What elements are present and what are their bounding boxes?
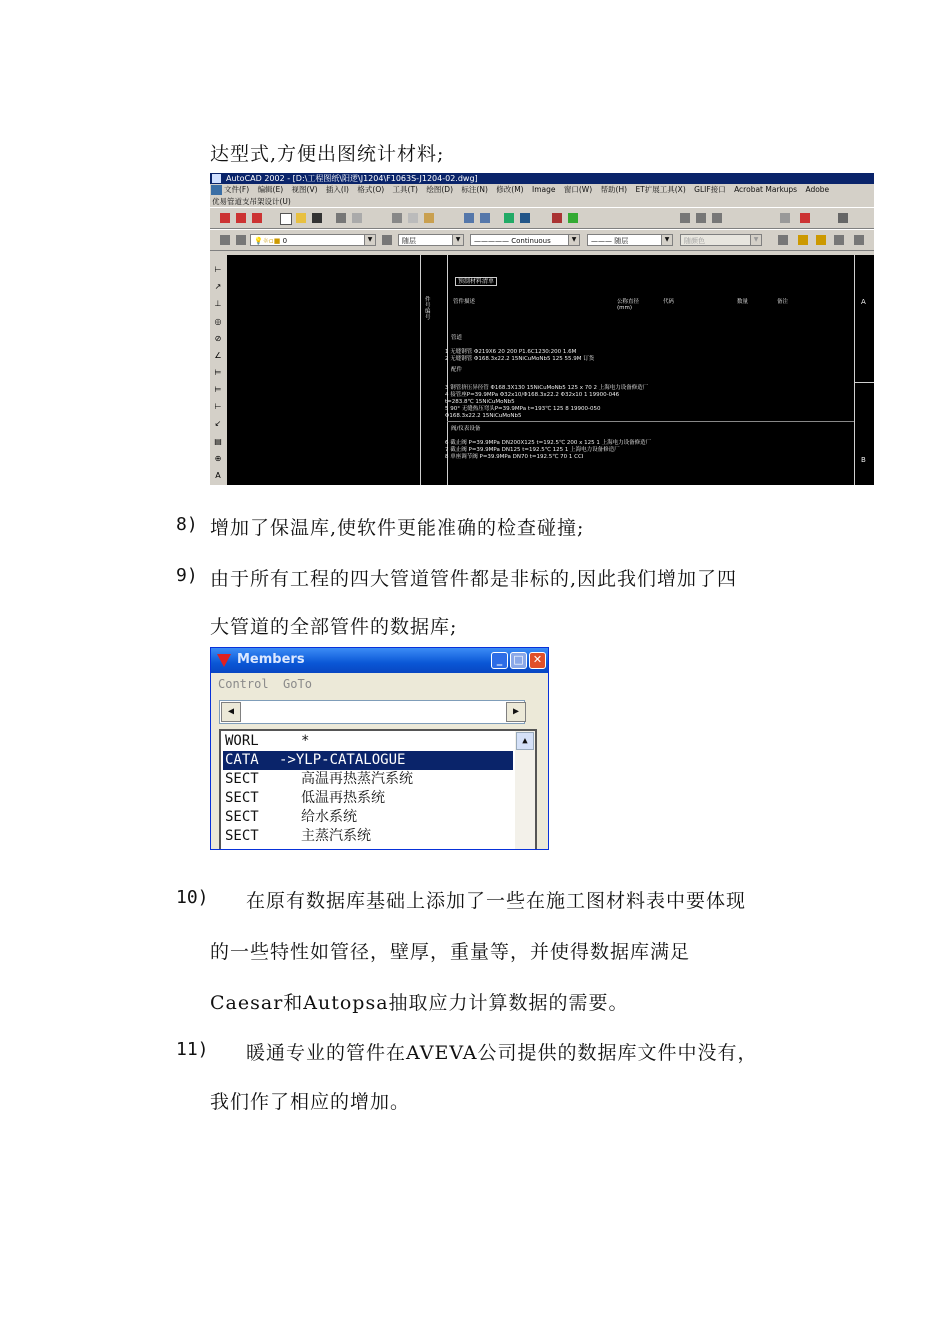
pdf-icon[interactable] <box>220 213 230 223</box>
autocad-app-icon <box>212 174 221 183</box>
section-valves: 阀/仪表设备 <box>451 426 481 432</box>
frame-marker-a: A <box>861 298 866 306</box>
autocad-title: AutoCAD 2002 - [D:\工程图纸\阳逻\J1204\F1063S-J1204-02.dwg] <box>226 174 478 183</box>
layer-dropdown[interactable] <box>250 234 376 246</box>
item9-text-cont: 大管道的全部管件的数据库; <box>210 616 458 638</box>
item11-text-cont: 我们作了相应的增加。 <box>210 1091 411 1113</box>
members-title: Members <box>237 652 305 667</box>
section-pipe: 管道 <box>451 335 463 341</box>
lineweight-dropdown[interactable] <box>587 234 673 246</box>
item9-text: 由于所有工程的四大管道管件都是非标的,因此我们增加了四 <box>210 568 738 590</box>
scroll-up-icon[interactable]: ▲ <box>516 732 534 750</box>
text-line-top: 达型式,方便出图统计材料; <box>210 143 445 165</box>
dim-angular-icon[interactable]: ∠ <box>214 351 222 360</box>
dim-baseline-icon[interactable]: ⊨ <box>214 385 222 394</box>
lineweight-sample: ——— <box>591 237 615 245</box>
toolbar-more-icon[interactable] <box>834 235 844 245</box>
row-type: SECT <box>225 809 259 825</box>
layer-icons: 💡☼▫■ <box>254 237 283 245</box>
pan-icon[interactable] <box>520 213 530 223</box>
layer-manager-icon[interactable] <box>220 235 230 245</box>
open-file-icon[interactable] <box>296 213 306 223</box>
item8-text: 增加了保温库,使软件更能准确的检查碰撞; <box>210 517 585 539</box>
menu-tools[interactable]: 工具(T) <box>392 185 418 194</box>
row-type: SECT <box>225 771 259 787</box>
autocad-menubar <box>210 184 874 196</box>
section-fittings: 配件 <box>451 367 463 373</box>
leader-icon[interactable]: ↙ <box>214 419 222 428</box>
toolbar-more-icon[interactable] <box>778 235 788 245</box>
minimize-button[interactable]: _ <box>491 652 508 669</box>
print-icon[interactable] <box>336 213 346 223</box>
app-logo-icon <box>217 654 231 667</box>
drawing-canvas[interactable] <box>227 255 874 485</box>
plotstyle-value: 随颜色 <box>684 237 705 245</box>
chevron-down-icon: ▼ <box>364 235 375 245</box>
scroll-left-icon[interactable]: ◀ <box>221 702 241 722</box>
undo-icon[interactable] <box>464 213 474 223</box>
chevron-down-icon: ▼ <box>750 235 761 245</box>
toolbar-more-icon[interactable] <box>816 235 826 245</box>
menu-view[interactable]: 视图(V) <box>291 185 318 194</box>
frame-line <box>447 421 854 422</box>
table-row: 7 截止阀 P=39.9MPa DN125 t=192.5℃ 125 1 上海电力设备修造厂 <box>445 447 620 453</box>
toolbar-more-icon[interactable] <box>800 213 810 223</box>
frame-line <box>420 255 421 485</box>
row-name: ->YLP-CATALOGUE <box>279 752 406 768</box>
members-window <box>210 647 549 850</box>
menu-et-tools[interactable]: ET扩展工具(X) <box>635 185 686 194</box>
linetype-sample: ————— <box>474 237 509 245</box>
col-dn: 公称直径(mm) <box>617 299 640 311</box>
zoom-icon[interactable] <box>504 213 514 223</box>
row-name: 高温再热蒸汽系统 <box>301 771 413 787</box>
row-name: * <box>301 733 310 749</box>
menu-file[interactable]: 文件(F) <box>224 185 250 194</box>
col-item: 件号编号 <box>425 297 431 321</box>
pdf-icon[interactable] <box>236 213 246 223</box>
autocad-doc-icon <box>211 185 222 195</box>
toolbar-more-icon[interactable] <box>780 213 790 223</box>
item10-text: 在原有数据库基础上添加了一些在施工图材料表中要体现 <box>246 890 747 912</box>
dim-radius-icon[interactable]: ◎ <box>214 317 222 326</box>
table-row: t=283.8℃ 15NiCuMoNb5 <box>445 399 515 405</box>
chevron-down-icon: ▼ <box>661 235 672 245</box>
linetype-value: Continuous <box>511 237 551 245</box>
cut-icon[interactable] <box>392 213 402 223</box>
standard-toolbar <box>210 207 874 229</box>
menu-adobe[interactable]: Adobe <box>805 185 830 194</box>
dim-continue-icon[interactable]: ⊢ <box>214 402 222 411</box>
members-list <box>219 729 537 850</box>
lineweight-value: 随层 <box>614 237 629 245</box>
toolbar-more-icon[interactable] <box>854 235 864 245</box>
menu-control[interactable]: Control <box>218 677 269 691</box>
menu-acrobat[interactable]: Acrobat Markups <box>734 185 798 194</box>
properties-icon[interactable] <box>552 213 562 223</box>
row-type: CATA <box>225 752 259 768</box>
close-button[interactable]: ✕ <box>529 652 546 669</box>
dim-ordinate-icon[interactable]: ⊥ <box>214 299 222 308</box>
list-item-selected[interactable] <box>223 751 513 770</box>
maximize-button[interactable]: □ <box>510 652 527 669</box>
col-desc: 管件描述 <box>453 299 476 305</box>
members-menubar <box>218 677 312 691</box>
table-row: 4 接管座P=39.9MPa Φ32x10/Φ168.3x22.2 Φ32x10 1 19900-046 <box>445 392 620 398</box>
zoom-previous-icon[interactable] <box>696 213 706 223</box>
item10-text-cont: 的一些特性如管径，壁厚，重量等，并使得数据库满足 <box>210 941 691 963</box>
item10-text-cont2: Caesar和Autopsa抽取应力计算数据的需要。 <box>210 992 629 1014</box>
row-type: SECT <box>225 828 259 844</box>
autocad-screenshot <box>210 173 874 485</box>
quick-dim-icon[interactable]: ⊨ <box>214 368 222 377</box>
col-qty: 数量 <box>737 299 749 305</box>
menu-window[interactable]: 窗口(W) <box>563 185 593 194</box>
list-item[interactable] <box>223 827 513 846</box>
col-code: 代码 <box>663 299 675 305</box>
redo-icon[interactable] <box>480 213 490 223</box>
frame-marker-b: B <box>861 456 866 464</box>
item10-number: 10) <box>176 887 209 908</box>
vertical-scrollbar[interactable] <box>515 731 535 850</box>
table-row: 8 单座调节阀 P=39.9MPa DN70 t=192.5℃ 70 1 CCI <box>445 454 584 460</box>
table-row: 5 90° 无缝热压弯头P=39.9MPa t=193℃ 125 8 19900-050 <box>445 406 601 412</box>
frame-line <box>854 255 855 485</box>
menu-format[interactable]: 格式(O) <box>357 185 385 194</box>
layer-previous-icon[interactable] <box>236 235 246 245</box>
menu-goto[interactable]: GoTo <box>283 677 312 691</box>
new-file-icon[interactable] <box>280 213 292 225</box>
table-row: 3 钢管挤压异径管 Φ168.3X130 15NiCuMoNb5 125 x 70 2 上海电力设备修造厂 <box>445 385 649 391</box>
table-row: 1 无缝钢管 Φ219X6 20 200 P1.6C1230:200 1.6M <box>445 349 577 355</box>
dim-edit-icon[interactable]: A <box>215 471 221 480</box>
menu-modify[interactable]: 修改(M) <box>496 185 524 194</box>
copy-icon[interactable] <box>408 213 418 223</box>
menu-pipe-support[interactable]: 优易管道支吊架设计(U) <box>212 197 291 206</box>
chevron-down-icon: ▼ <box>452 235 463 245</box>
chevron-down-icon: ▼ <box>568 235 579 245</box>
center-mark-icon[interactable]: ⊕ <box>214 454 222 463</box>
color-value: 随层 <box>402 237 416 245</box>
item9-number: 9) <box>176 565 198 586</box>
menu-edit[interactable]: 编辑(E) <box>257 185 284 194</box>
preview-icon[interactable] <box>352 213 362 223</box>
row-name: 主蒸汽系统 <box>301 828 371 844</box>
members-title-bar[interactable] <box>211 648 548 673</box>
make-current-icon[interactable] <box>382 235 392 245</box>
row-name: 给水系统 <box>301 809 357 825</box>
color-dropdown[interactable] <box>398 234 464 246</box>
menu-help[interactable]: 帮助(H) <box>600 185 628 194</box>
autocad-title-bar <box>210 173 874 184</box>
menu-glif[interactable]: GLIF接口 <box>694 185 726 194</box>
toolbar-more-icon[interactable] <box>838 213 848 223</box>
dim-aligned-icon[interactable]: ↗ <box>214 282 222 291</box>
list-item[interactable] <box>223 789 513 808</box>
plotstyle-dropdown[interactable] <box>680 234 762 246</box>
paste-icon[interactable] <box>424 213 434 223</box>
item8-number: 8) <box>176 514 198 535</box>
scroll-right-icon[interactable]: ▶ <box>506 702 526 722</box>
row-type: SECT <box>225 790 259 806</box>
zoom-window-icon[interactable] <box>680 213 690 223</box>
row-type: WORL <box>225 733 259 749</box>
item11-number: 11) <box>176 1039 209 1060</box>
list-item[interactable] <box>223 770 513 789</box>
zoom-realtime-icon[interactable] <box>712 213 722 223</box>
table-title: 预制材料清单 <box>455 277 497 286</box>
dim-linear-icon[interactable]: ⊢ <box>214 265 222 274</box>
save-icon[interactable] <box>312 213 322 223</box>
list-item[interactable] <box>223 808 513 827</box>
table-row: 6 截止阀 P=39.9MPa DN200X125 t=192.5℃ 200 x 125 1 上海电力设备修造厂 <box>445 440 652 446</box>
horizontal-scrollbar[interactable] <box>219 700 525 724</box>
design-center-icon[interactable] <box>568 213 578 223</box>
menu-image[interactable]: Image <box>531 185 556 194</box>
col-note: 备注 <box>777 299 789 305</box>
layers-toolbar <box>210 229 874 251</box>
tolerance-icon[interactable]: ▤ <box>214 437 222 446</box>
list-item[interactable] <box>223 732 513 751</box>
pdf-icon[interactable] <box>252 213 262 223</box>
frame-line <box>855 382 874 383</box>
menu-dimension[interactable]: 标注(N) <box>461 185 488 194</box>
layer-value: 0 <box>282 237 288 245</box>
menu-draw[interactable]: 绘图(D) <box>426 185 454 194</box>
toolbar-more-icon[interactable] <box>798 235 808 245</box>
table-row: 2 无缝钢管 Φ168.3x22.2 15NiCuMoNb5 125 55.9M 订货 <box>445 356 595 362</box>
table-row: Φ168.3x22.2 15NiCuMoNb5 <box>445 413 522 419</box>
item11-text: 暖通专业的管件在AVEVA公司提供的数据库文件中没有， <box>246 1042 758 1064</box>
row-name: 低温再热系统 <box>301 790 385 806</box>
left-toolbar <box>210 255 226 485</box>
dim-diameter-icon[interactable]: ⊘ <box>214 334 222 343</box>
linetype-dropdown[interactable] <box>470 234 580 246</box>
menu-insert[interactable]: 插入(I) <box>325 185 349 194</box>
